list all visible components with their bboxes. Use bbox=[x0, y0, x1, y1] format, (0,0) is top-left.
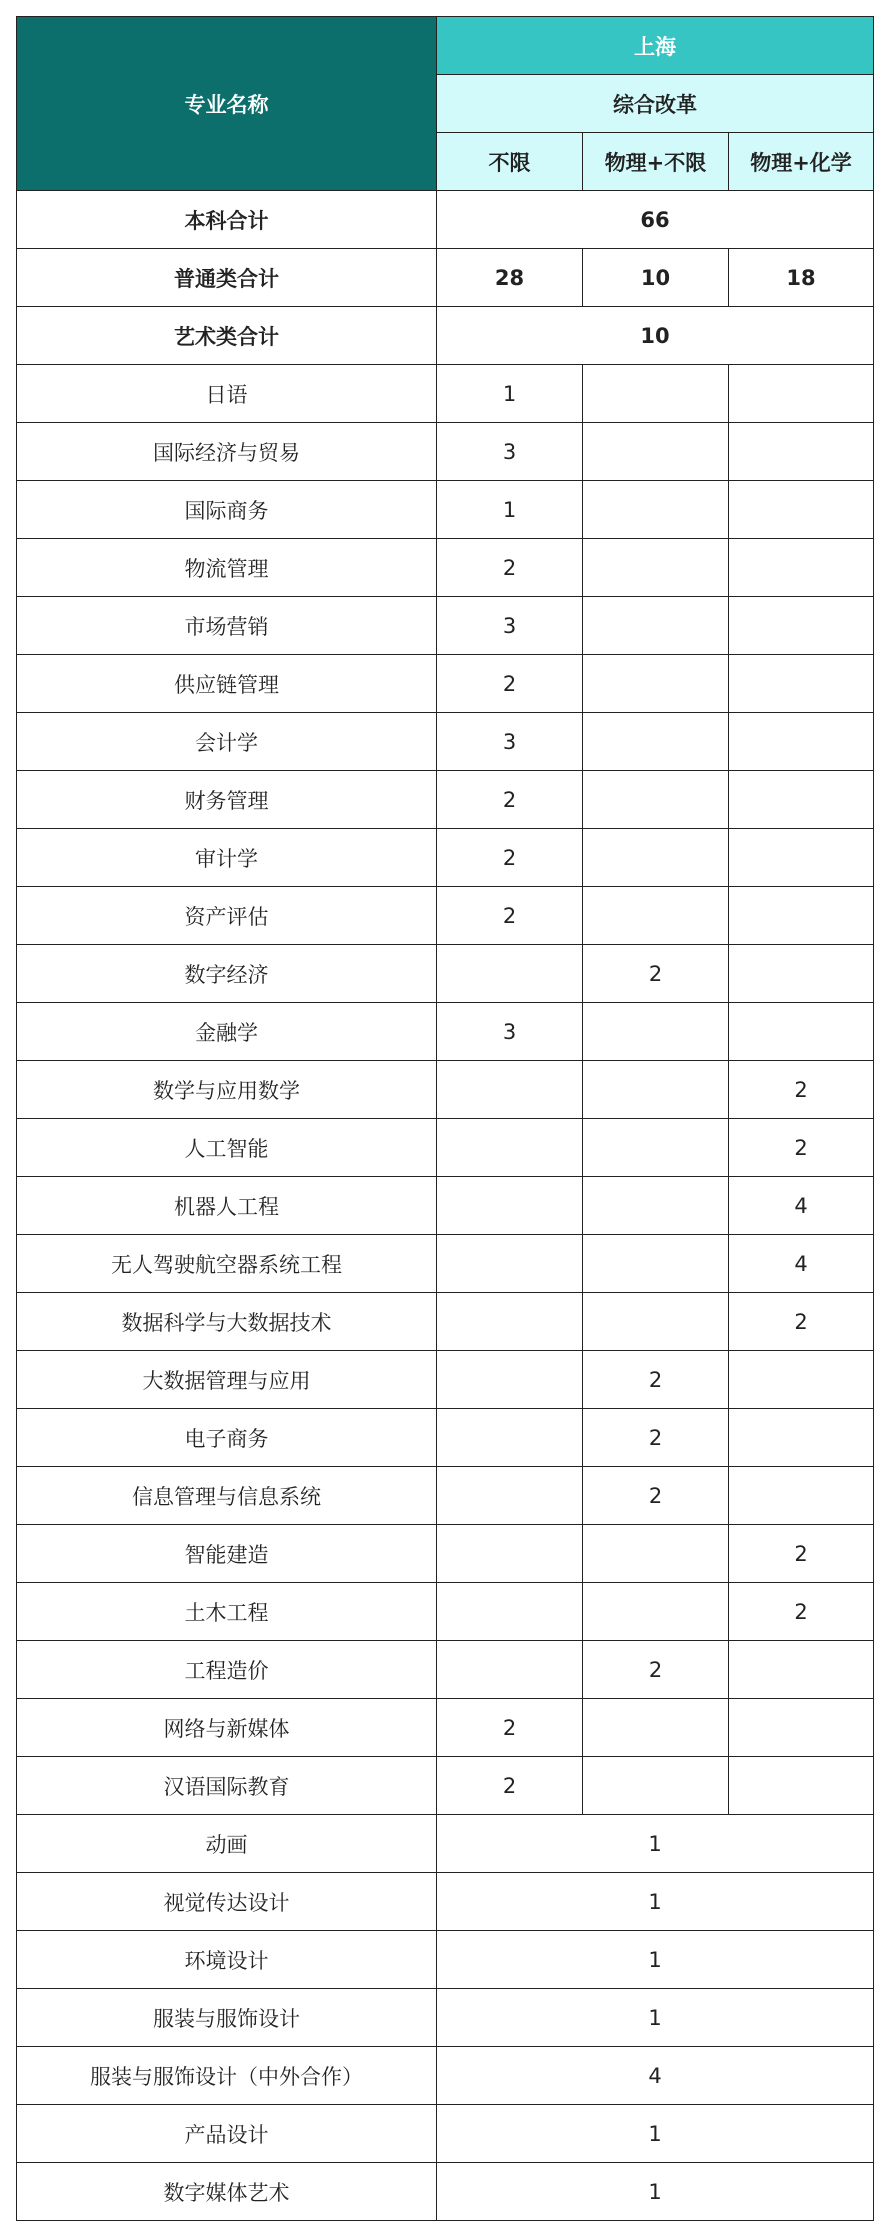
quota-cell bbox=[729, 887, 874, 945]
summary-row-art bbox=[17, 307, 874, 365]
quota-cell: 1 bbox=[437, 2163, 874, 2221]
quota-cell bbox=[729, 1467, 874, 1525]
quota-cell: 2 bbox=[729, 1293, 874, 1351]
table-row bbox=[17, 1583, 874, 1641]
major-name: 环境设计 bbox=[17, 1931, 437, 1989]
major-name: 智能建造 bbox=[17, 1525, 437, 1583]
table-row bbox=[17, 1293, 874, 1351]
quota-cell bbox=[583, 1293, 729, 1351]
quota-cell bbox=[583, 1119, 729, 1177]
quota-cell bbox=[583, 1003, 729, 1061]
quota-cell: 1 bbox=[437, 1815, 874, 1873]
major-name: 视觉传达设计 bbox=[17, 1873, 437, 1931]
quota-cell bbox=[729, 597, 874, 655]
major-name: 市场营销 bbox=[17, 597, 437, 655]
quota-cell: 2 bbox=[583, 1467, 729, 1525]
quota-cell bbox=[729, 1409, 874, 1467]
table-row bbox=[17, 423, 874, 481]
quota-cell: 2 bbox=[437, 829, 583, 887]
quota-cell bbox=[583, 829, 729, 887]
table-row bbox=[17, 1757, 874, 1815]
quota-cell bbox=[583, 1757, 729, 1815]
quota-cell: 2 bbox=[729, 1525, 874, 1583]
major-name: 电子商务 bbox=[17, 1409, 437, 1467]
quota-cell bbox=[583, 481, 729, 539]
summary-label: 普通类合计 bbox=[17, 249, 437, 307]
subject-col-header: 物理+不限 bbox=[583, 133, 729, 191]
major-name: 工程造价 bbox=[17, 1641, 437, 1699]
quota-cell: 4 bbox=[437, 2047, 874, 2105]
quota-cell: 2 bbox=[437, 655, 583, 713]
quota-cell: 2 bbox=[437, 887, 583, 945]
major-name: 数字媒体艺术 bbox=[17, 2163, 437, 2221]
quota-cell bbox=[729, 655, 874, 713]
table-row-art bbox=[17, 2047, 874, 2105]
major-name: 财务管理 bbox=[17, 771, 437, 829]
table-row bbox=[17, 1003, 874, 1061]
quota-cell: 2 bbox=[437, 1699, 583, 1757]
quota-cell: 1 bbox=[437, 365, 583, 423]
quota-cell bbox=[729, 481, 874, 539]
quota-cell: 1 bbox=[437, 2105, 874, 2163]
table-row bbox=[17, 829, 874, 887]
table-row bbox=[17, 597, 874, 655]
table-row bbox=[17, 1177, 874, 1235]
quota-cell bbox=[437, 1351, 583, 1409]
table-row bbox=[17, 771, 874, 829]
quota-cell bbox=[437, 1641, 583, 1699]
summary-value: 66 bbox=[437, 191, 874, 249]
major-name: 服装与服饰设计 bbox=[17, 1989, 437, 2047]
quota-cell: 4 bbox=[729, 1235, 874, 1293]
major-name: 人工智能 bbox=[17, 1119, 437, 1177]
table-row bbox=[17, 887, 874, 945]
table-row-art bbox=[17, 1815, 874, 1873]
major-name: 国际经济与贸易 bbox=[17, 423, 437, 481]
quota-cell: 2 bbox=[729, 1061, 874, 1119]
quota-cell: 3 bbox=[437, 713, 583, 771]
quota-cell bbox=[729, 423, 874, 481]
quota-cell bbox=[729, 365, 874, 423]
enrollment-plan-table bbox=[16, 16, 874, 2221]
quota-cell: 1 bbox=[437, 1989, 874, 2047]
quota-cell: 4 bbox=[729, 1177, 874, 1235]
quota-cell: 1 bbox=[437, 1873, 874, 1931]
quota-cell bbox=[729, 1351, 874, 1409]
quota-cell bbox=[729, 829, 874, 887]
quota-cell bbox=[729, 1641, 874, 1699]
quota-cell bbox=[583, 1177, 729, 1235]
major-name: 金融学 bbox=[17, 1003, 437, 1061]
table-row bbox=[17, 1699, 874, 1757]
quota-cell bbox=[583, 1525, 729, 1583]
quota-cell: 1 bbox=[437, 481, 583, 539]
quota-cell bbox=[437, 1467, 583, 1525]
quota-cell: 3 bbox=[437, 597, 583, 655]
quota-cell bbox=[729, 771, 874, 829]
major-name: 数学与应用数学 bbox=[17, 1061, 437, 1119]
quota-cell bbox=[583, 597, 729, 655]
quota-cell bbox=[437, 1061, 583, 1119]
quota-cell bbox=[437, 1119, 583, 1177]
summary-label: 本科合计 bbox=[17, 191, 437, 249]
quota-cell bbox=[583, 1583, 729, 1641]
table-row-art bbox=[17, 1931, 874, 1989]
major-name: 会计学 bbox=[17, 713, 437, 771]
quota-cell bbox=[729, 713, 874, 771]
major-name-header: 专业名称 bbox=[17, 17, 437, 191]
quota-cell bbox=[437, 1293, 583, 1351]
summary-value: 10 bbox=[437, 307, 874, 365]
table-row bbox=[17, 1351, 874, 1409]
table-row bbox=[17, 1409, 874, 1467]
quota-cell: 2 bbox=[437, 539, 583, 597]
quota-cell bbox=[583, 1061, 729, 1119]
major-name: 审计学 bbox=[17, 829, 437, 887]
quota-cell bbox=[583, 423, 729, 481]
quota-cell: 2 bbox=[437, 1757, 583, 1815]
category-header: 综合改革 bbox=[437, 75, 874, 133]
table-row bbox=[17, 539, 874, 597]
table-row-art bbox=[17, 1989, 874, 2047]
major-name: 服装与服饰设计（中外合作） bbox=[17, 2047, 437, 2105]
table-row bbox=[17, 1525, 874, 1583]
quota-cell bbox=[583, 1699, 729, 1757]
quota-cell bbox=[729, 1699, 874, 1757]
table-row bbox=[17, 1119, 874, 1177]
quota-cell: 2 bbox=[583, 1641, 729, 1699]
major-name: 信息管理与信息系统 bbox=[17, 1467, 437, 1525]
major-name: 大数据管理与应用 bbox=[17, 1351, 437, 1409]
quota-cell: 2 bbox=[583, 945, 729, 1003]
subject-col-header: 物理+化学 bbox=[729, 133, 874, 191]
quota-cell bbox=[729, 1757, 874, 1815]
major-name: 网络与新媒体 bbox=[17, 1699, 437, 1757]
subject-col-header: 不限 bbox=[437, 133, 583, 191]
quota-cell bbox=[583, 539, 729, 597]
quota-cell bbox=[729, 945, 874, 1003]
major-name: 土木工程 bbox=[17, 1583, 437, 1641]
quota-cell bbox=[729, 1003, 874, 1061]
table-row bbox=[17, 655, 874, 713]
quota-cell bbox=[437, 1409, 583, 1467]
major-name: 国际商务 bbox=[17, 481, 437, 539]
table-row bbox=[17, 1641, 874, 1699]
quota-cell bbox=[437, 1525, 583, 1583]
major-name: 动画 bbox=[17, 1815, 437, 1873]
quota-cell bbox=[583, 887, 729, 945]
header-row-region bbox=[17, 17, 874, 75]
quota-cell: 2 bbox=[583, 1351, 729, 1409]
major-name: 数据科学与大数据技术 bbox=[17, 1293, 437, 1351]
quota-cell bbox=[583, 771, 729, 829]
quota-cell: 2 bbox=[729, 1583, 874, 1641]
table-row-art bbox=[17, 2163, 874, 2221]
summary-label: 艺术类合计 bbox=[17, 307, 437, 365]
major-name: 产品设计 bbox=[17, 2105, 437, 2163]
quota-cell bbox=[729, 539, 874, 597]
region-header: 上海 bbox=[437, 17, 874, 75]
table-row bbox=[17, 945, 874, 1003]
major-name: 日语 bbox=[17, 365, 437, 423]
quota-cell bbox=[437, 1235, 583, 1293]
table-row bbox=[17, 1467, 874, 1525]
table-row-art bbox=[17, 2105, 874, 2163]
table-row bbox=[17, 481, 874, 539]
summary-row-general bbox=[17, 249, 874, 307]
quota-cell: 2 bbox=[729, 1119, 874, 1177]
major-name: 资产评估 bbox=[17, 887, 437, 945]
quota-cell bbox=[583, 655, 729, 713]
major-name: 无人驾驶航空器系统工程 bbox=[17, 1235, 437, 1293]
summary-value: 18 bbox=[729, 249, 874, 307]
quota-cell bbox=[583, 713, 729, 771]
table-row-art bbox=[17, 1873, 874, 1931]
table-row bbox=[17, 365, 874, 423]
quota-cell: 3 bbox=[437, 423, 583, 481]
table-row bbox=[17, 1061, 874, 1119]
quota-cell: 2 bbox=[437, 771, 583, 829]
quota-cell: 2 bbox=[583, 1409, 729, 1467]
quota-cell bbox=[583, 365, 729, 423]
major-name: 物流管理 bbox=[17, 539, 437, 597]
major-name: 汉语国际教育 bbox=[17, 1757, 437, 1815]
quota-cell: 1 bbox=[437, 1931, 874, 1989]
quota-cell bbox=[437, 1583, 583, 1641]
summary-row-total bbox=[17, 191, 874, 249]
quota-cell bbox=[437, 1177, 583, 1235]
table-row bbox=[17, 1235, 874, 1293]
major-name: 数字经济 bbox=[17, 945, 437, 1003]
table-row bbox=[17, 713, 874, 771]
major-name: 供应链管理 bbox=[17, 655, 437, 713]
quota-cell bbox=[583, 1235, 729, 1293]
major-name: 机器人工程 bbox=[17, 1177, 437, 1235]
quota-cell: 3 bbox=[437, 1003, 583, 1061]
quota-cell bbox=[437, 945, 583, 1003]
summary-value: 28 bbox=[437, 249, 583, 307]
summary-value: 10 bbox=[583, 249, 729, 307]
